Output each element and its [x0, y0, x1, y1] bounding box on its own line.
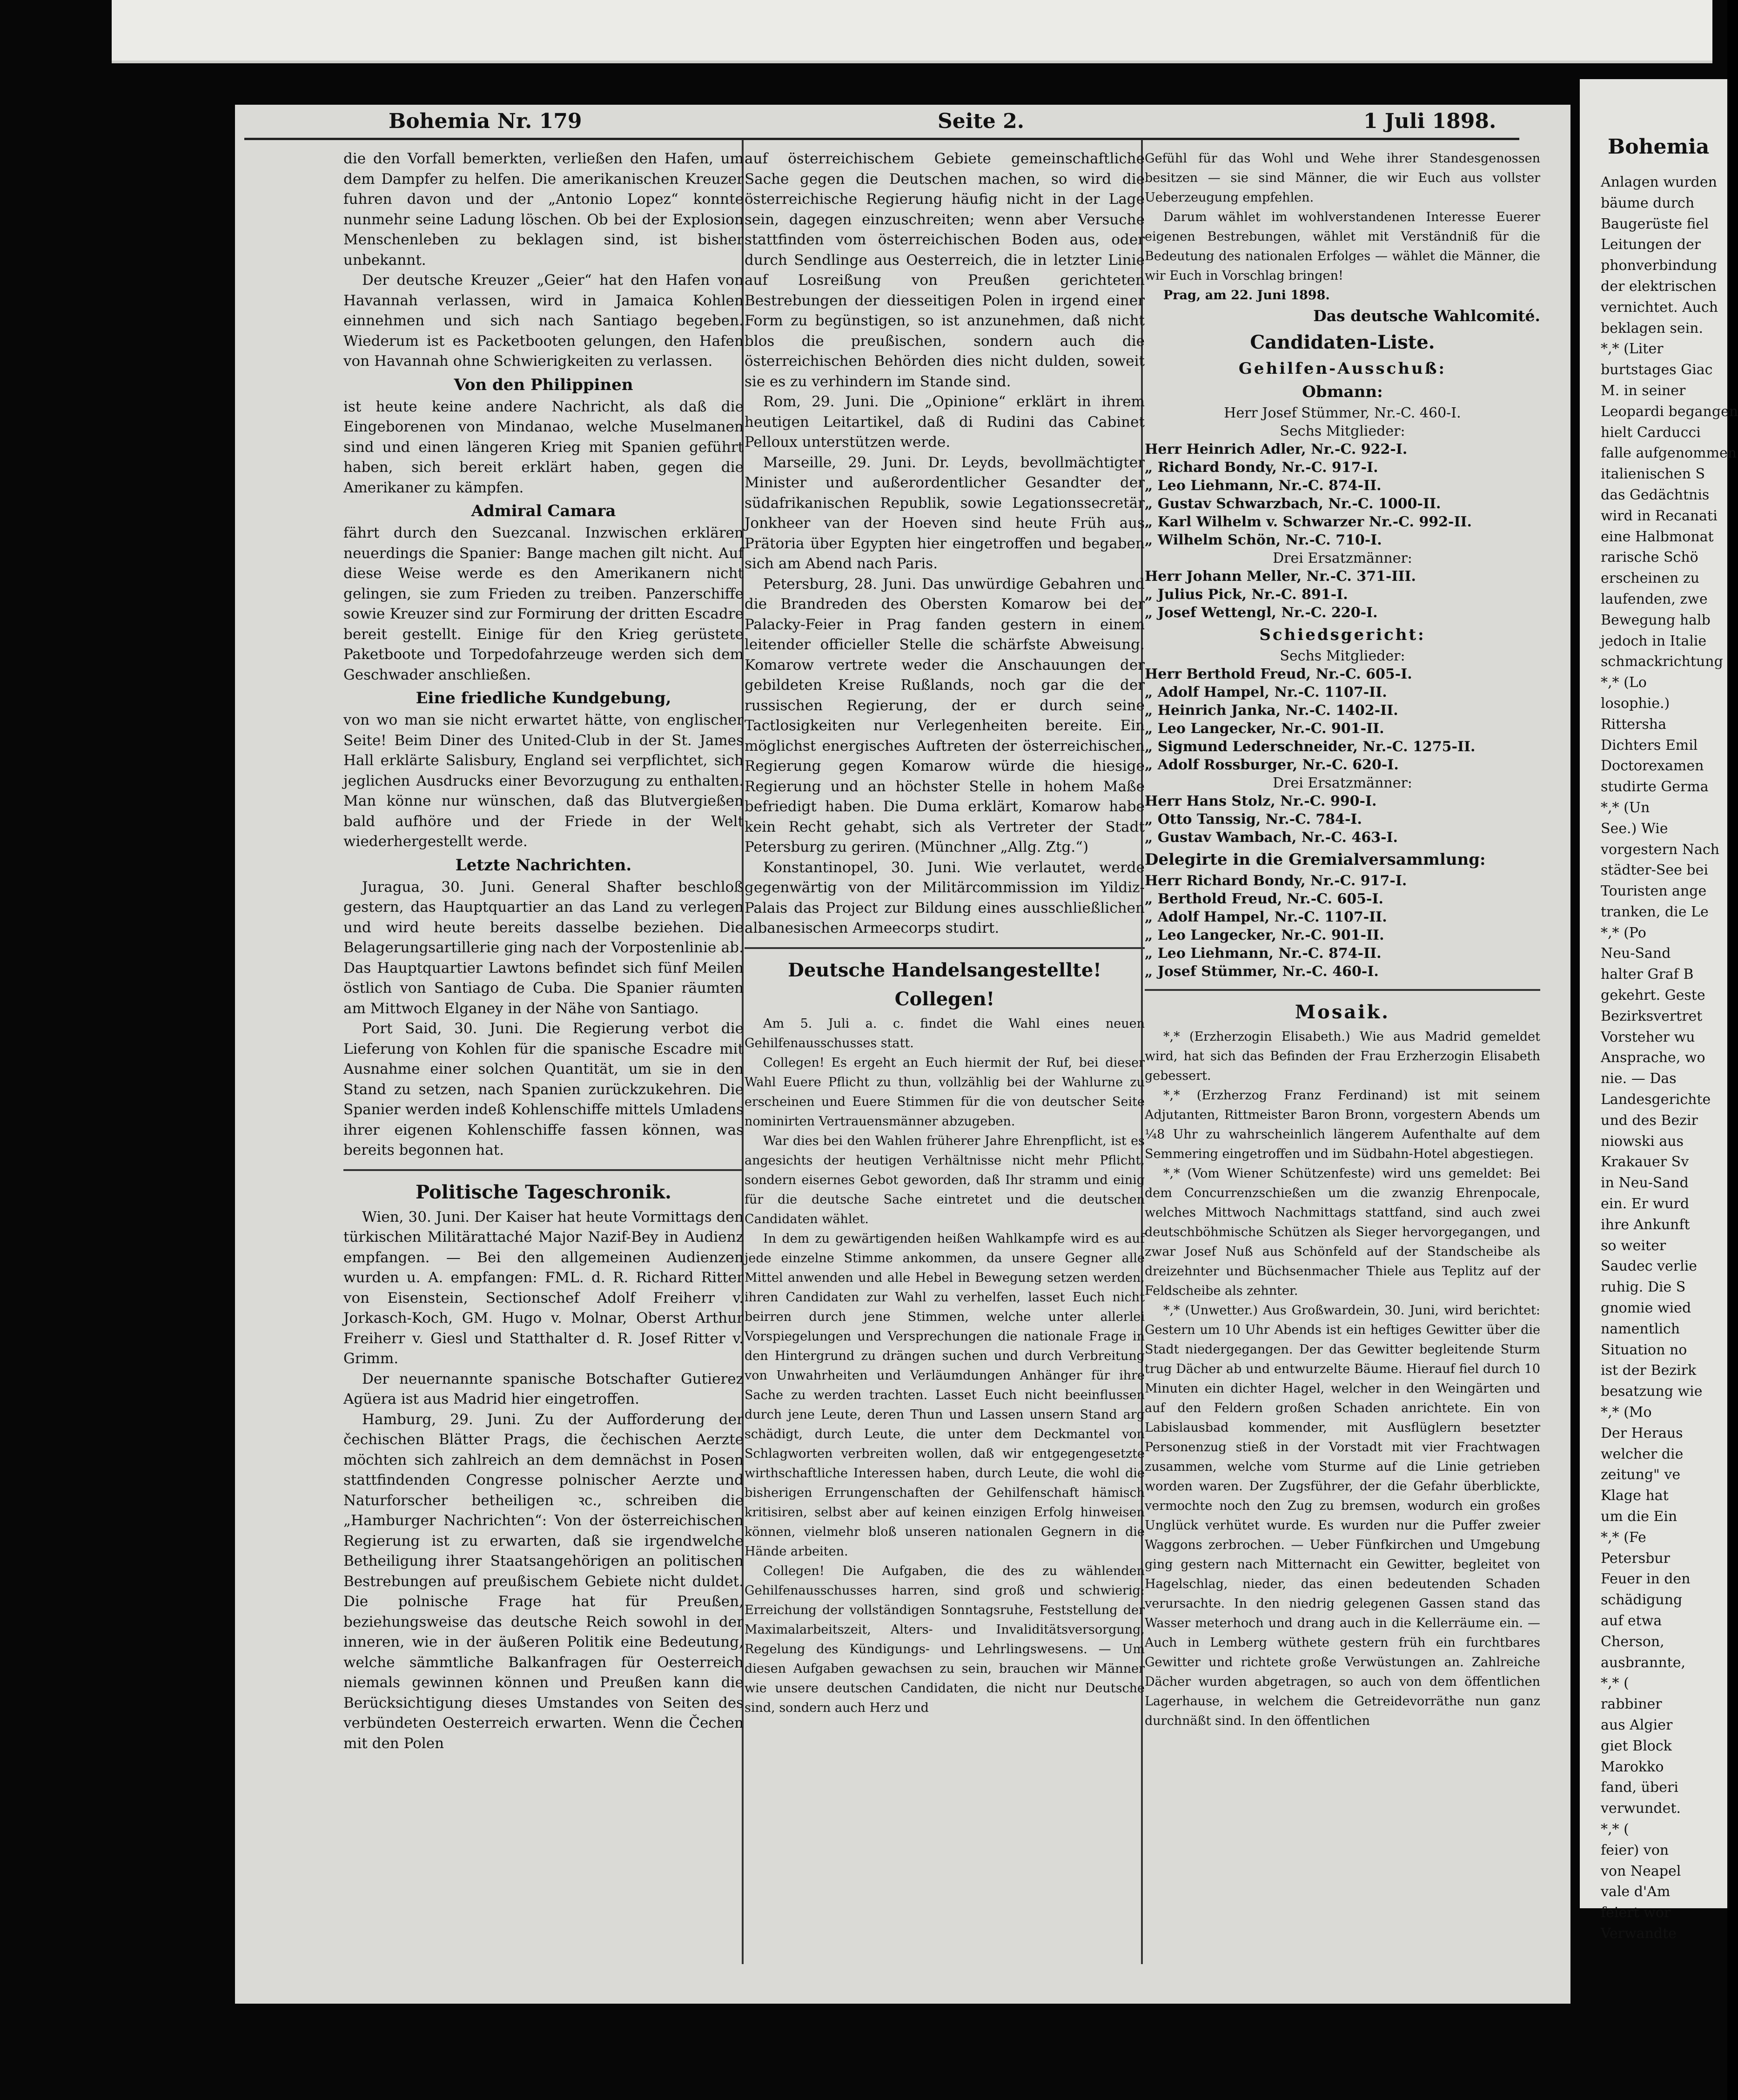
- advert-signature: Das deutsche Wahlcomité.: [1313, 307, 1540, 325]
- adjacent-page-line: Petersbur: [1601, 1550, 1671, 1567]
- adjacent-page-line: ist der Bezirk: [1601, 1362, 1697, 1379]
- article-text: Port Said, 30. Juni. Die Regierung verbot die Lieferung von Kohlen für die spanische Escadre mit Ausnahme einer solchen Quantität, um sie in den Stand zu setzen, nach Spanien zurückzukehren. Die Spanier werden indeß Kohlenschiffe mittels Umladens ihrer eigenen Kohlenschiffe fassen können, was bereits begonnen hat.: [343, 1020, 744, 1158]
- article-text: *,* (Erzherzog Franz Ferdinand) ist mit seinem Adjutanten, Rittmeister Baron Bronn, vorgestern Abends um ¼8 Uhr zu wahrscheinlich längerem Aufenthalte auf dem Semmering eingetroffen und im Südbahn-Hotel abgestiegen.: [1145, 1088, 1540, 1161]
- adjacent-page-line: Vorsteher wu: [1601, 1029, 1695, 1045]
- role-subheading: Sechs Mitglieder:: [1280, 648, 1405, 664]
- adjacent-page-line: rabbiner: [1601, 1696, 1662, 1713]
- adjacent-page-line: wird in Recanati: [1601, 507, 1718, 524]
- candidate-entry: „ Adolf Hampel, Nr.-C. 1107-II.: [1145, 684, 1387, 700]
- adjacent-page-line: städter-See bei: [1601, 862, 1708, 879]
- candidate-entry: Herr Berthold Freud, Nr.-C. 605-I.: [1145, 666, 1412, 682]
- candidate-entry: „ Leo Langecker, Nr.-C. 901-II.: [1145, 720, 1384, 737]
- adjacent-page-line: Feuer in den: [1601, 1571, 1691, 1588]
- adjacent-page-line: See.) Wie: [1601, 820, 1668, 837]
- candidate-entry: „ Adolf Rossburger, Nr.-C. 620-I.: [1145, 757, 1399, 773]
- adjacent-page-line: jedoch in Italie: [1601, 633, 1707, 649]
- candidate-entry: Herr Hans Stolz, Nr.-C. 990-I.: [1145, 793, 1377, 809]
- article-text: Marseille, 29. Juni. Dr. Leyds, bevollmächtigter Minister und außerordentlicher Gesandter der südafrikanischen Republik, sowie Legationssecretär Jonkheer van der Hoeven sind heute Früh aus Prätoria über Egypten hier eingetroffen und begaben sich am Abend nach Paris.: [745, 454, 1145, 572]
- adjacent-page-line: *,* (Po: [1601, 924, 1646, 941]
- issue-date: 1 Juli 1898.: [1363, 109, 1496, 133]
- adjacent-page-line: Dichters Emil: [1601, 737, 1698, 754]
- article-text: von wo man sie nicht erwartet hätte, von englischer Seite! Beim Diner des United-Club in der St. James Hall erklärte Salisbury, England sei verpflichtet, sich jeglichen Ausdrucks einer Bevorzugung zu enthalten. Man könne nur wünschen, daß das Blutvergießen bald aufhöre und der Friede in der Welt wiederhergestellt werde.: [343, 712, 744, 850]
- adjacent-page-line: gekehrt. Geste: [1601, 987, 1705, 1004]
- adjacent-page-line: schädigung: [1601, 1592, 1683, 1609]
- candidate-group: [1145, 440, 1540, 549]
- candidate-entry: „ Adolf Hampel, Nr.-C. 1107-II.: [1145, 909, 1387, 925]
- subheading: Eine friedliche Kundgebung,: [416, 689, 671, 707]
- adjacent-page-line: bäume durch: [1601, 195, 1695, 211]
- masthead: [244, 108, 1519, 135]
- adjacent-page-line: namentlich: [1601, 1320, 1680, 1337]
- adjacent-page-line: schmackrichtung: [1601, 653, 1723, 670]
- adjacent-page-line: eine Halbmonat: [1601, 528, 1714, 545]
- candidate-group: [1145, 872, 1540, 981]
- article-text: Petersburg, 28. Juni. Das unwürdige Gebahren und die Brandreden des Obersten Komarow bei der Palacky-Feier in Prag fanden gestern in einem leitender officieller Stelle die schärfste Abweisung. Komarow vertrete weder die Anschauungen der gebildeten Kreise Rußlands, noch gar die der russischen Regierung, der er durch seine Tactlosigkeiten nur Verlegenheiten bereite. Ein möglichst energisches Auftreten der österreichischen Regierung gegen Komarow würde die hiesige Regierung und an höchster Stelle in hohem Maße befriedigt haben. Die Duma erklärt, Komarow habe kein Recht gehabt, sich als Vertreter der Stadt Petersburg zu geriren. (Münchner „Allg. Ztg.“): [745, 575, 1145, 855]
- candidate-entry: „ Sigmund Lederschneider, Nr.-C. 1275-II.: [1145, 739, 1476, 755]
- advert-text: In dem zu gewärtigenden heißen Wahlkampfe wird es auf jede einzelne Stimme ankommen, da unsere Gegner alle Mittel anwenden und alle Hebel in Bewegung setzen werden, ihren Candidaten zur Wahl zu verhelfen, lasset Euch nicht beirren durch jene Stimmen, welche unter allerlei Vorspiegelungen und Versprechungen die nationale Frage in den Hintergrund zu drängen suchen und durch Verbreitung von Unwahrheiten und Verläumdungen Anhänger für ihre Sache zu werden trachten. Lasset Euch nicht beeinflussen durch jene Leute, deren Thun und Lassen unsern Stand arg schädigt, durch Leute, die unter dem Deckmantel von Schlagworten verbreiten wollen, daß wir entgegengesetzte wirthschaftliche Interessen haben, durch Leute, die wohl die bisherigen Errungenschaften der Gehilfenschaft hämisch kritisiren, selbst aber auf keinen einzigen Erfolg hinweisen können, vielmehr bloß unseren nationalen Gegnern in die Hände arbeiten.: [745, 1231, 1145, 1559]
- previous-page-edge: [112, 0, 1712, 63]
- candidate-entry: „ Heinrich Janka, Nr.-C. 1402-II.: [1145, 702, 1398, 719]
- adjacent-page-line: *,* (: [1601, 1675, 1629, 1692]
- adjacent-page-line: *,* (Fe: [1601, 1529, 1646, 1546]
- adjacent-page-line: ein. Er wurd: [1601, 1196, 1690, 1212]
- adjacent-page-line: Doctorexamen: [1601, 758, 1704, 774]
- adjacent-page-line: losophie.): [1601, 695, 1670, 712]
- adjacent-page-line: vorgestern Nach: [1601, 841, 1719, 858]
- article-text: *,* (Unwetter.) Aus Großwardein, 30. Juni, wird berichtet: Gestern um 10 Uhr Abends ist ein heftiges Gewitter über die Stadt niedergegangen. Der das Gewitter begleitende Sturm trug Dächer ab und entwurzelte Bäume. Hierauf fiel durch 10 Minuten ein dichter Hagel, welcher in den Weingärten und auf den Feldern großen Schaden anrichtete. Ein von Labislausbad kommender, mit Ausflüglern besetzter Personenzug stieß in der Vorstadt mit vier Frachtwagen zusammen, welche vom Sturme auf die Linie getrieben worden waren. Der Zugsführer, der die Gefahr überblickte, vermochte noch den Zug zu bremsen, wodurch ein großes Unglück verhütet wurde. Es wurden nur die Puffer zweier Waggons zerbrochen. — Ueber Fünfkirchen und Umgebung ging gestern nach Mitternacht ein Gewitter, begleitet von Hagelschlag, nieder, das einen bedeutenden Schaden verursachte. In den niedrig gelegenen Gassen stand das Wasser meterhoch und drang auch in die Kellerräume ein. — Auch in Lemberg wüthete gestern früh ein furchtbares Gewitter und richtete große Verwüstungen an. Zahlreiche Dächer wurden abgetragen, so auch von dem öffentlichen Lagerhause, in welchem die Getreidevorräthe nun ganz durchnäßt sind. In den öffentlichen: [1145, 1303, 1540, 1728]
- candidate-entry: „ Josef Wettengl, Nr.-C. 220-I.: [1145, 605, 1378, 621]
- adjacent-page-line: *,* (Un: [1601, 799, 1650, 816]
- adjacent-page-line: Touristen ange: [1601, 883, 1707, 900]
- adjacent-page-line: studirte Germa: [1601, 779, 1709, 795]
- adjacent-page-line: feiert wor: [1601, 1905, 1671, 1921]
- candidate-list-heading: Candidaten-Liste.: [1250, 331, 1435, 353]
- adjacent-page-line: rarische Schö: [1601, 549, 1698, 566]
- adjacent-page-line: Krakauer Sv: [1601, 1154, 1689, 1171]
- adjacent-page-line: vernichtet. Auch: [1601, 299, 1718, 316]
- subheading: Admiral Camara: [471, 502, 616, 520]
- adjacent-page-line: vale d'Am: [1601, 1884, 1671, 1900]
- adjacent-page-fragment: [1580, 79, 1738, 1942]
- adjacent-page-line: verwundet.: [1601, 1800, 1681, 1817]
- adjacent-page-line: nie. — Das: [1601, 1070, 1677, 1087]
- advert-text: Am 5. Juli a. c. findet die Wahl eines neuen Gehilfenausschusses statt.: [745, 1016, 1145, 1050]
- candidate-group: [1145, 567, 1540, 622]
- section-heading: Politische Tageschronik.: [416, 1181, 671, 1203]
- adjacent-page-line: gnomie wied: [1601, 1300, 1691, 1317]
- section-rule: [343, 1169, 744, 1171]
- adjacent-page-line: Bezirksvertret: [1601, 1008, 1703, 1024]
- adjacent-page-line: und des Bezir: [1601, 1112, 1698, 1129]
- column-3: [1145, 149, 1540, 1945]
- article-text: die den Vorfall bemerkten, verließen den Hafen, um dem Dampfer zu helfen. Die amerikanischen Kreuzer fuhren davon und der „Antonio Lopez“ konnte nunmehr seine Ladung löschen. Ob bei der Explosion Menschenleben zu beklagen sind, ist bisher unbekannt.: [343, 150, 744, 269]
- article-text: Der deutsche Kreuzer „Geier“ hat den Hafen von Havannah verlassen, wird in Jamaica Kohlen einnehmen und sich nach Santiago begeben. Wiederum ist es Packetbooten gelungen, den Hafen von Havannah ohne Schwierigkeiten zu verlassen.: [343, 272, 744, 370]
- adjacent-page-line: feier) von: [1601, 1842, 1669, 1858]
- section-heading: Mosaik.: [1295, 1001, 1390, 1023]
- adjacent-page-line: beklagen sein.: [1601, 320, 1704, 337]
- candidate-entry: Herr Richard Bondy, Nr.-C. 917-I.: [1145, 873, 1407, 889]
- candidate-entry: „ Richard Bondy, Nr.-C. 917-I.: [1145, 459, 1378, 476]
- candidate-entry: Herr Heinrich Adler, Nr.-C. 922-I.: [1145, 441, 1408, 458]
- adjacent-page-line: Cherson,: [1601, 1633, 1664, 1650]
- adjacent-page-line: auf etwa: [1601, 1612, 1662, 1629]
- candidate-entry: „ Josef Stümmer, Nr.-C. 460-I.: [1145, 963, 1379, 980]
- paper-issue: Bohemia Nr. 179: [389, 109, 582, 133]
- advert-text: Darum wählet im wohlverstandenen Interesse Euerer eigenen Bestrebungen, wählet mit Verständniß für die Bedeutung des nationalen Erfolges — wählet die Männer, die wir Euch in Vorschlag bringen!: [1145, 210, 1540, 283]
- adjacent-page-line: Leitungen der: [1601, 236, 1701, 253]
- adjacent-page-line: besatzung wie: [1601, 1383, 1703, 1400]
- adjacent-page-line: in Neu-Sand: [1601, 1175, 1689, 1191]
- adjacent-page-line: phonverbindung: [1601, 257, 1718, 274]
- adjacent-page-line: um die Ein: [1601, 1508, 1678, 1525]
- candidate-entry: „ Otto Tanssig, Nr.-C. 784-I.: [1145, 811, 1362, 828]
- candidate-entry: „ Leo Liehmann, Nr.-C. 874-II.: [1145, 478, 1382, 494]
- adjacent-page-line: Saudec verlie: [1601, 1258, 1698, 1275]
- masthead-rule: [244, 138, 1519, 140]
- role-subheading: Sechs Mitglieder:: [1280, 423, 1405, 439]
- adjacent-page-line: falle aufgenommen: [1601, 445, 1737, 462]
- adjacent-page-line: der elektrischen: [1601, 278, 1717, 295]
- column-1: [343, 149, 744, 1945]
- article-text: *,* (Erzherzogin Elisabeth.) Wie aus Madrid gemeldet wird, hat sich das Befinden der Frau Erzherzogin Elisabeth gebessert.: [1145, 1030, 1540, 1083]
- advert-dateline: Prag, am 22. Juni 1898.: [1163, 288, 1330, 303]
- article-text: Wien, 30. Juni. Der Kaiser hat heute Vormittags den türkischen Militärattaché Major Nazif-Bey in Audienz empfangen. — Bei den allgemeinen Audienzen wurden u. A. empfangen: FML. d. R. Richard Ritter von Eisenstein, Sectionschef Adolf Freiherr v. Jorkasch-Koch, GM. Hugo v. Molnar, Oberst Arthur Freiherr v. Giesl und Statthalter d. R. Josef Ritter v. Grimm.: [343, 1208, 744, 1367]
- adjacent-page-lines: [1601, 172, 1738, 1945]
- adjacent-page-line: aus Algier: [1601, 1716, 1673, 1733]
- adjacent-page-line: Bewegung halb: [1601, 612, 1711, 628]
- adjacent-page-line: ruhig. Die S: [1601, 1279, 1686, 1296]
- adjacent-page-line: *,* (Liter: [1601, 341, 1664, 357]
- article-text: ist heute keine andere Nachricht, als daß die Eingeborenen von Mindanao, welche Muselmanen sind und einen längeren Krieg mit Spanien geführt haben, sich bereit erklärt haben, gegen die Amerikaner zu kämpfen.: [343, 398, 744, 496]
- article-text: Konstantinopel, 30. Juni. Wie verlautet, werde gegenwärtig von der Militärcommission im Yildiz-Palais das Project zur Bildung eines ausschließlichen albanesischen Armeecorps studirt.: [745, 859, 1145, 936]
- candidate-entry: „ Wilhelm Schön, Nr.-C. 710-I.: [1145, 532, 1382, 548]
- adjacent-page-line: Verwandte: [1601, 1925, 1677, 1942]
- adjacent-page-line: Marokko: [1601, 1758, 1664, 1775]
- article-text: Juragua, 30. Juni. General Shafter beschloß gestern, das Hauptquartier an das Land zu verlegen und wird heute bereits dasselbe beziehen. Die Belagerungsartillerie ging nach der Vorpostenlinie ab. Das Hauptquartier Lawtons befindet sich fünf Meilen östlich von Santiago de Cuba. Die Spanier räumten am Mittwoch Elganey in der Nähe von Santiago.: [343, 878, 744, 1017]
- adjacent-page-line: das Gedächtnis: [1601, 486, 1710, 503]
- subheading: Von den Philippinen: [454, 375, 633, 394]
- adjacent-page-line: tranken, die Le: [1601, 903, 1709, 920]
- adjacent-page-line: Baugerüste fiel: [1601, 215, 1709, 232]
- adjacent-page-line: so weiter: [1601, 1237, 1666, 1254]
- adjacent-page-line: italienischen S: [1601, 466, 1705, 483]
- adjacent-page-line: Situation no: [1601, 1341, 1687, 1358]
- role-subheading: Drei Ersatzmänner:: [1273, 775, 1412, 791]
- candidate-entry: „ Berthold Freud, Nr.-C. 605-I.: [1145, 891, 1383, 907]
- adjacent-page-line: M. in seiner: [1601, 382, 1686, 399]
- advert-text: Collegen! Die Aufgaben, die des zu wählenden Gehilfenausschusses harren, sind groß und schwierig: Erreichung der vollständigen Sonntagsruhe, Feststellung der Maximalarbeitszeit, Alters- und Invaliditätsversorgung, Regelung des Kündigungs- und Lehrlingswesens. — Um diesen Aufgaben gewachsen zu sein, brauchen wir Männer wie unsere deutschen Candidaten, die nicht nur Deutsche sind, sondern auch Herz und: [745, 1563, 1145, 1715]
- candidate-entry: „ Karl Wilhelm v. Schwarzer Nr.-C. 992-II.: [1145, 514, 1472, 530]
- adjacent-page-line: fand, überi: [1601, 1779, 1678, 1796]
- committee-heading: Gehilfen-Ausschuß:: [1238, 359, 1447, 378]
- adjacent-page-line: niowski aus: [1601, 1133, 1684, 1150]
- adjacent-page-line: Der Heraus: [1601, 1425, 1683, 1441]
- advert-text: Gefühl für das Wohl und Wehe ihrer Standesgenossen besitzen — sie sind Männer, die wir Euch aus vollster Ueberzeugung empfehlen.: [1145, 151, 1540, 205]
- adjacent-page-line: *,* (Mo: [1601, 1404, 1652, 1421]
- adjacent-page-header: Bohemia: [1608, 135, 1710, 159]
- advert-text: Collegen! Es ergeht an Euch hiermit der Ruf, bei dieser Wahl Euere Pflicht zu thun, vollzählig bei der Wahlurne zu erscheinen und Euere Stimmen für die von deutscher Seite nominirten Vertrauensmänner abzugeben.: [745, 1055, 1145, 1129]
- adjacent-page-line: halter Graf B: [1601, 966, 1694, 983]
- article-text: auf österreichischem Gebiete gemeinschaftliche Sache gegen die Deutschen machen, so wird die österreichische Regierung häufig nicht in der Lage sein, dagegen einzuschreiten; wenn aber Versuche stattfinden vom österreichischen Boden aus, oder durch Sendlinge aus Oesterreich, die in letzter Linie auf Losreißung von Preußen gerichteten Bestrebungen der diesseitigen Polen in irgend einer Form zu begünstigen, so ist anzunehmen, daß nicht blos die preußischen, sondern auch die österreichischen Behörden dies nicht dulden, soweit sie es zu verhindern im Stande sind.: [745, 150, 1145, 390]
- candidate-group: [1145, 792, 1540, 847]
- article-text: Der neuernannte spanische Botschafter Gutierez Agüera ist aus Madrid hier eingetroffen.: [343, 1370, 744, 1407]
- candidate-entry: „ Julius Pick, Nr.-C. 891-I.: [1145, 586, 1348, 603]
- committee-heading: Delegirte in die Gremialversammlung:: [1145, 850, 1486, 869]
- adjacent-page-line: ausbrannte,: [1601, 1654, 1686, 1671]
- column-2: [745, 149, 1145, 1945]
- adjacent-page-line: giet Block: [1601, 1737, 1672, 1754]
- candidate-entry: „ Gustav Schwarzbach, Nr.-C. 1000-II.: [1145, 496, 1441, 512]
- advert-heading: Deutsche Handelsangestellte!: [788, 959, 1101, 981]
- candidate-group: [1145, 665, 1540, 774]
- candidate-entry: „ Leo Liehmann, Nr.-C. 874-II.: [1145, 945, 1382, 962]
- adjacent-page-line: Anlagen wurden: [1601, 174, 1717, 190]
- role-heading: Obmann:: [1302, 383, 1383, 401]
- adjacent-page-line: laufenden, zwe: [1601, 591, 1708, 607]
- adjacent-page-line: *,* (: [1601, 1821, 1629, 1838]
- role-subheading: Drei Ersatzmänner:: [1273, 550, 1412, 566]
- article-text: Rom, 29. Juni. Die „Opinione“ erklärt in ihrem heutigen Leitartikel, daß di Rudini das Cabinet Pelloux unterstützen werde.: [745, 393, 1145, 451]
- page-number: Seite 2.: [938, 109, 1025, 133]
- article-text: fährt durch den Suezcanal. Inzwischen erklären neuerdings die Spanier: Bange machen gilt nicht. Auf diese Weise werde es den Amerikanern nicht gelingen, sie zum Frieden zu treiben. Panzerschiffe sowie Kreuzer sind zur Formirung der dritten Escadre bereit gestellt. Einige für den Krieg gerüstete Paketboote und Torpedofahrzeuge werden sich dem Geschwader anschließen.: [343, 525, 744, 683]
- adjacent-page-line: *,* (Lo: [1601, 674, 1647, 691]
- adjacent-page-line: Ansprache, wo: [1601, 1050, 1705, 1066]
- section-rule: [745, 947, 1145, 949]
- advert-subheading: Collegen!: [894, 988, 995, 1010]
- adjacent-page-line: hielt Carducci: [1601, 424, 1701, 441]
- committee-heading: Schiedsgericht:: [1259, 626, 1426, 644]
- candidate-entry: Herr Josef Stümmer, Nr.-C. 460-I.: [1224, 405, 1461, 421]
- candidate-entry: Herr Johann Meller, Nr.-C. 371-III.: [1145, 568, 1416, 585]
- adjacent-page-line: Klage hat: [1601, 1488, 1669, 1504]
- candidate-entry: „ Gustav Wambach, Nr.-C. 463-I.: [1145, 829, 1398, 846]
- article-text: *,* (Vom Wiener Schützenfeste) wird uns gemeldet: Bei dem Concurrenzschießen um die zwanzig Ehrenpocale, welches Mittwoch Nachmittags stattfand, sind auch zwei deutschböhmische Schützen als Sieger hervorgegangen, und zwar Josef Nuß aus Schönfeld auf der Standscheibe als dreizehnter und Büchsenmacher Thiele aus Teplitz auf der Feldscheibe als zehnter.: [1145, 1166, 1540, 1298]
- adjacent-page-line: zeitung" ve: [1601, 1467, 1681, 1483]
- adjacent-page-line: welcher die: [1601, 1446, 1684, 1462]
- adjacent-page-line: Neu-Sand: [1601, 945, 1671, 962]
- adjacent-page-line: Leopardi begangen: [1601, 403, 1738, 420]
- candidate-entry: „ Leo Langecker, Nr.-C. 901-II.: [1145, 927, 1384, 943]
- adjacent-page-line: Rittersha: [1601, 716, 1666, 733]
- adjacent-page-line: Landesgerichte: [1601, 1091, 1711, 1108]
- adjacent-page-line: von Neapel: [1601, 1863, 1681, 1879]
- article-text: Hamburg, 29. Juni. Zu der Aufforderung der čechischen Blätter Prags, die čechischen Aerzte möchten sich zahlreich an dem demnächst in Posen stattfindenden Congresse polnischer Aerzte und Naturforscher betheiligen ꝛc., schreiben die „Hamburger Nachrichten“: Von der österreichischen Regierung ist zu erwarten, daß sie irgendwelche Betheiligung ihrer Staatsangehörigen an politischen Bestrebungen auf preußischem Gebiete nicht duldet. Die polnische Frage hat für Preußen, beziehungsweise das deutsche Reich sowohl in der inneren, wie in der äußeren Politik eine Bedeutung, welche sämmtliche Balkanfragen für Oesterreich niemals gewinnen können und Preußen kann die Berücksichtigung dieses Umstandes von Seiten des verbündeten Oesterreich erwarten. Wenn die Čechen mit den Polen: [343, 1411, 744, 1752]
- adjacent-page-line: erscheinen zu: [1601, 570, 1700, 587]
- subheading: Letzte Nachrichten.: [455, 855, 632, 875]
- adjacent-page-line: ihre Ankunft: [1601, 1216, 1690, 1233]
- adjacent-page-line: burtstages Giac: [1601, 362, 1713, 378]
- section-rule: [1145, 989, 1540, 991]
- advert-text: War dies bei den Wahlen früherer Jahre Ehrenpflicht, ist es angesichts der heutigen Verhältnisse nicht mehr Pflicht, sondern eisernes Gebot geworden, daß Ihr stramm und einig für die deutsche Sache eintretet und die deutschen Candidaten wählet.: [745, 1133, 1145, 1226]
